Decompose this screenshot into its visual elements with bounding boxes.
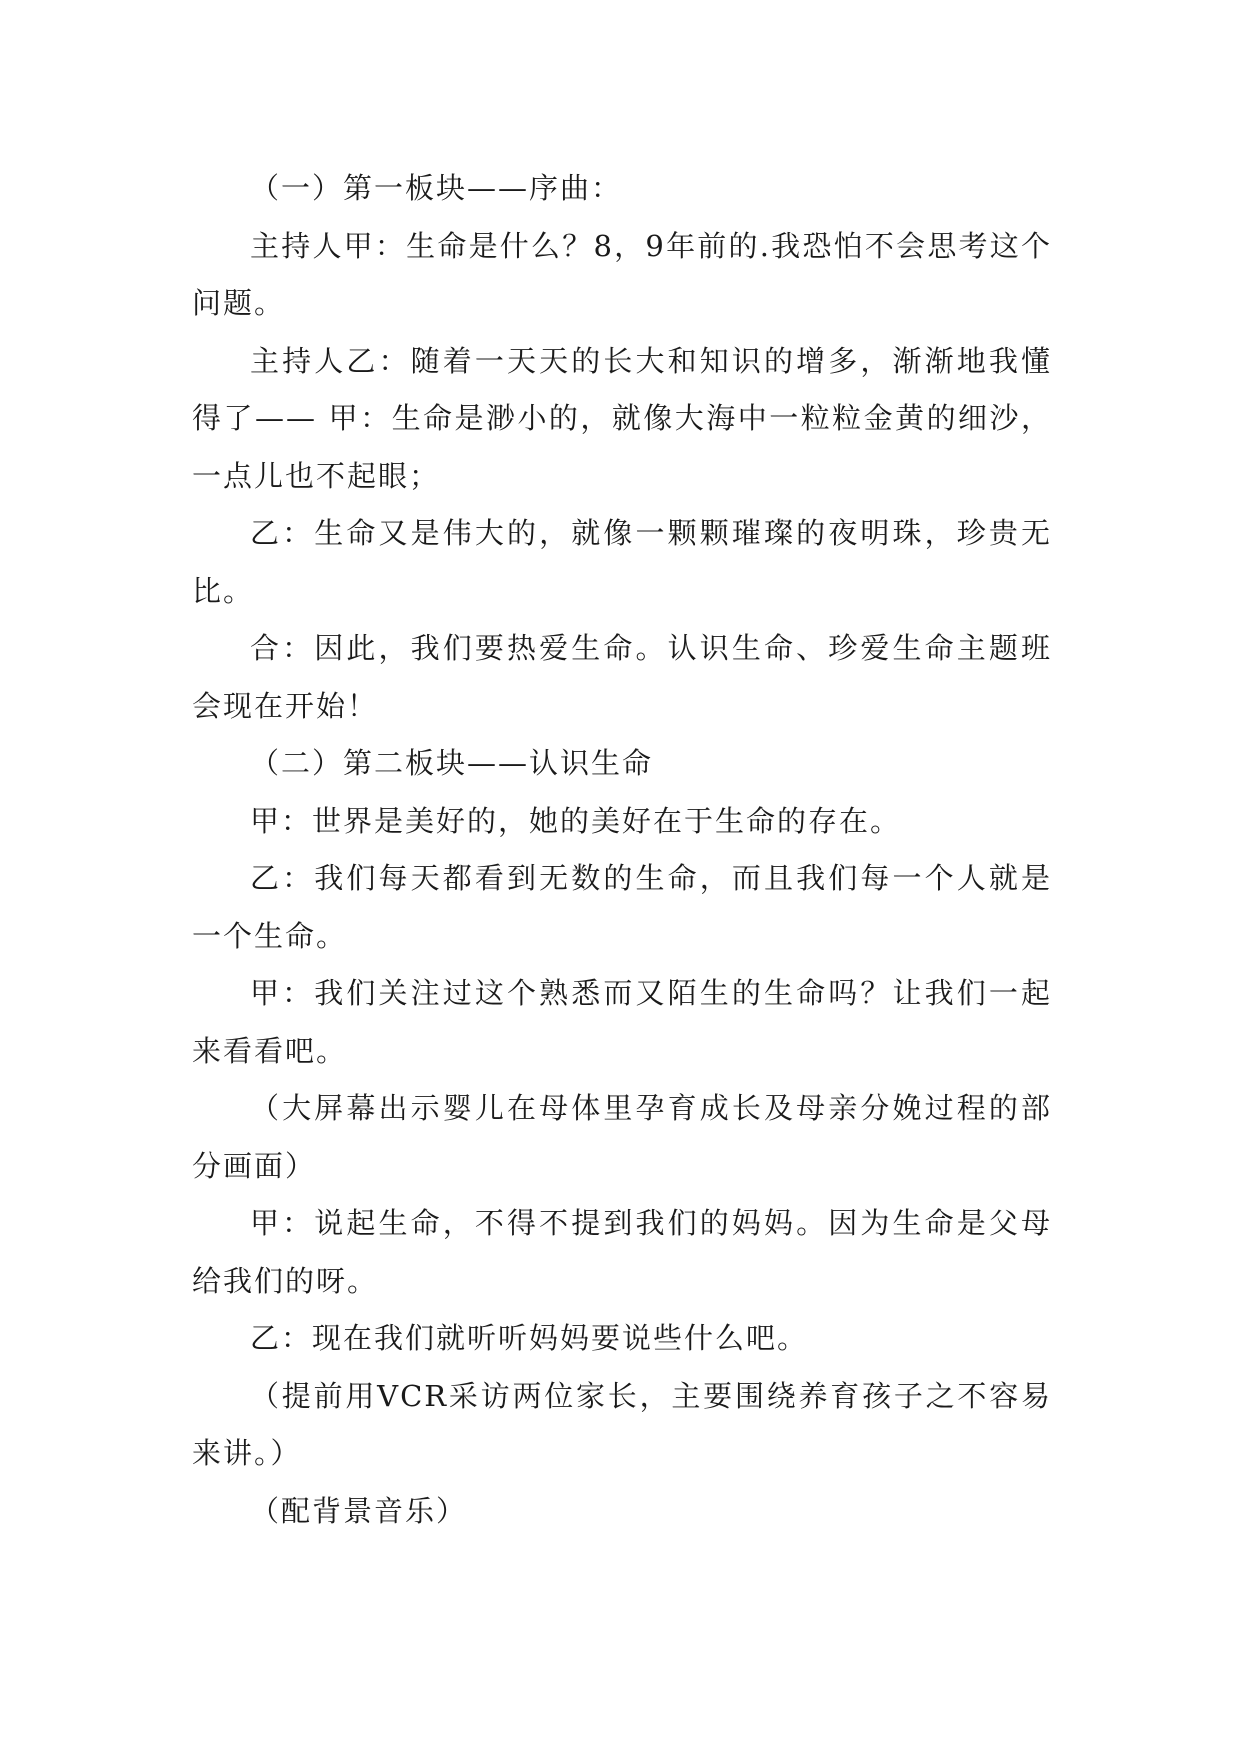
section-heading-2: （二）第二板块——认识生命 xyxy=(250,746,654,780)
paragraph: 主持人甲：生命是什么？8，9年前的.我恐怕不会思考这个问题。 xyxy=(192,228,1052,320)
paragraph: 合：因此，我们要热爱生命。认识生命、珍爱生命主题班会现在开始！ xyxy=(192,631,1052,723)
paragraph: 乙：现在我们就听听妈妈要说些什么吧。 xyxy=(250,1321,809,1355)
paragraph: 主持人乙：随着一天天的长大和知识的增多，渐渐地我懂得了—— 甲：生命是渺小的，就像大海中一粒粒金黄的细沙，一点儿也不起眼； xyxy=(192,343,1052,493)
paragraph: 甲：世界是美好的，她的美好在于生命的存在。 xyxy=(250,803,902,838)
stage-direction: （提前用VCR采访两位家长，主要围绕养育孩子之不容易来讲。） xyxy=(192,1378,1052,1470)
paragraph: 甲：我们关注过这个熟悉而又陌生的生命吗？让我们一起来看看吧。 xyxy=(192,976,1052,1068)
stage-direction: （大屏幕出示婴儿在母体里孕育成长及母亲分娩过程的部分画面） xyxy=(192,1091,1052,1183)
stage-direction: （配背景音乐） xyxy=(250,1493,468,1528)
paragraph: 乙：我们每天都看到无数的生命，而且我们每一个人就是一个生命。 xyxy=(192,861,1052,953)
paragraph: 乙：生命又是伟大的，就像一颗颗璀璨的夜明珠，珍贵无比。 xyxy=(192,516,1052,608)
paragraph: 甲：说起生命，不得不提到我们的妈妈。因为生命是父母给我们的呀。 xyxy=(192,1206,1052,1298)
section-heading-1: （一）第一板块——序曲： xyxy=(250,171,623,205)
document-page xyxy=(192,160,1052,1540)
